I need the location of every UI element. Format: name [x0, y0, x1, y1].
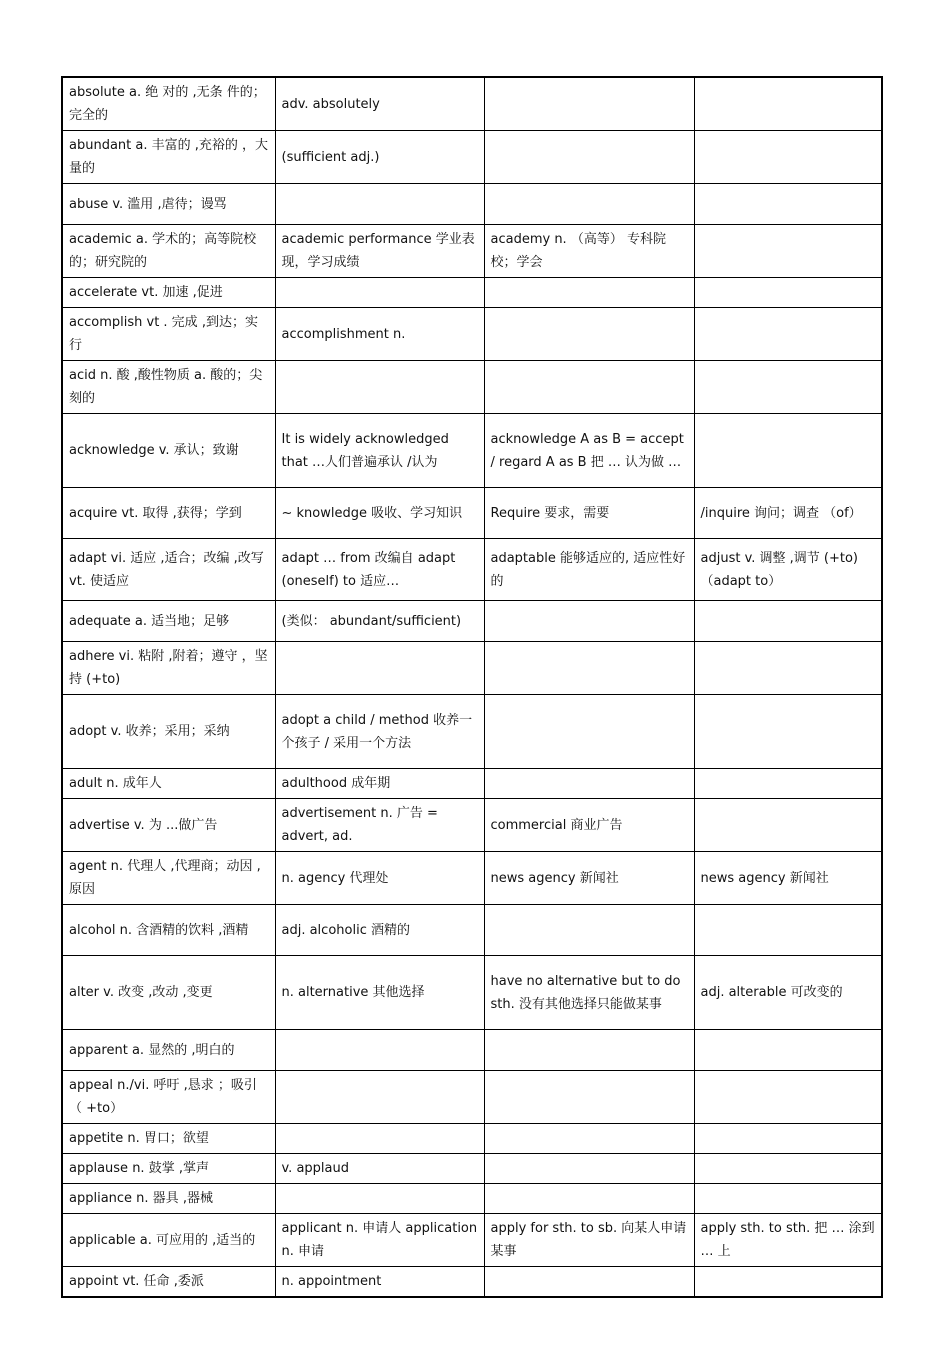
derivative-cell	[275, 1071, 484, 1124]
related-word-cell	[694, 695, 882, 769]
derivative-cell: n. appointment	[275, 1267, 484, 1298]
derivative-cell	[275, 278, 484, 308]
derivative-cell: accomplishment n.	[275, 308, 484, 361]
related-word-cell	[694, 642, 882, 695]
derivative-cell: n. alternative 其他选择	[275, 956, 484, 1030]
table-row	[62, 488, 882, 539]
table-row	[62, 601, 882, 642]
related-word-cell	[694, 131, 882, 184]
related-word-cell	[694, 278, 882, 308]
headword-cell: appetite n. 胃口；欲望	[62, 1124, 275, 1154]
phrase-cell	[484, 695, 694, 769]
headword-cell: academic a. 学术的；高等院校的；研究院的	[62, 225, 275, 278]
table-row	[62, 278, 882, 308]
phrase-cell	[484, 1030, 694, 1071]
derivative-cell	[275, 1124, 484, 1154]
related-word-cell: apply sth. to sth. 把 … 涂到 … 上	[694, 1214, 882, 1267]
derivative-cell: adv. absolutely	[275, 77, 484, 131]
derivative-cell: (类似： abundant/sufficient)	[275, 601, 484, 642]
headword-cell: abundant a. 丰富的 ,充裕的 ，大量的	[62, 131, 275, 184]
table-row	[62, 852, 882, 905]
related-word-cell: adjust v. 调整 ,调节 (+to) （adapt to）	[694, 539, 882, 601]
related-word-cell	[694, 1154, 882, 1184]
related-word-cell: adj. alterable 可改变的	[694, 956, 882, 1030]
headword-cell: agent n. 代理人 ,代理商；动因 ,原因	[62, 852, 275, 905]
table-row	[62, 956, 882, 1030]
table-row	[62, 539, 882, 601]
related-word-cell	[694, 769, 882, 799]
related-word-cell	[694, 77, 882, 131]
table-row	[62, 695, 882, 769]
headword-cell: appoint vt. 任命 ,委派	[62, 1267, 275, 1298]
headword-cell: appeal n./vi. 呼吁 ,恳求 ；吸引（ +to）	[62, 1071, 275, 1124]
derivative-cell: adulthood 成年期	[275, 769, 484, 799]
phrase-cell	[484, 361, 694, 414]
phrase-cell	[484, 131, 694, 184]
table-row	[62, 308, 882, 361]
phrase-cell: Require 要求，需要	[484, 488, 694, 539]
table-row	[62, 769, 882, 799]
related-word-cell	[694, 225, 882, 278]
related-word-cell	[694, 1267, 882, 1298]
table-row	[62, 131, 882, 184]
vocabulary-table-body	[62, 77, 882, 1297]
headword-cell: absolute a. 绝 对的 ,无条 件的；完全的	[62, 77, 275, 131]
related-word-cell	[694, 905, 882, 956]
phrase-cell	[484, 1071, 694, 1124]
phrase-cell: academy n. （高等） 专科院校；学会	[484, 225, 694, 278]
phrase-cell	[484, 905, 694, 956]
derivative-cell	[275, 184, 484, 225]
headword-cell: adequate a. 适当地；足够	[62, 601, 275, 642]
table-row	[62, 361, 882, 414]
headword-cell: acquire vt. 取得 ,获得；学到	[62, 488, 275, 539]
phrase-cell	[484, 77, 694, 131]
derivative-cell: v. applaud	[275, 1154, 484, 1184]
phrase-cell: commercial 商业广告	[484, 799, 694, 852]
phrase-cell	[484, 278, 694, 308]
headword-cell: applicable a. 可应用的 ,适当的	[62, 1214, 275, 1267]
related-word-cell: /inquire 询问；调查 （of）	[694, 488, 882, 539]
table-row	[62, 1124, 882, 1154]
phrase-cell	[484, 308, 694, 361]
phrase-cell	[484, 1267, 694, 1298]
headword-cell: apparent a. 显然的 ,明白的	[62, 1030, 275, 1071]
phrase-cell: have no alternative but to do sth. 没有其他选择只能做某事	[484, 956, 694, 1030]
table-row	[62, 799, 882, 852]
table-row	[62, 1154, 882, 1184]
phrase-cell	[484, 601, 694, 642]
headword-cell: adhere vi. 粘附 ,附着；遵守 ，坚持 (+to)	[62, 642, 275, 695]
derivative-cell: (sufficient adj.)	[275, 131, 484, 184]
derivative-cell: It is widely acknowledged that …人们普遍承认 /认为	[275, 414, 484, 488]
related-word-cell	[694, 601, 882, 642]
headword-cell: advertise v. 为 ...做广告	[62, 799, 275, 852]
headword-cell: alcohol n. 含酒精的饮料 ,酒精	[62, 905, 275, 956]
headword-cell: acid n. 酸 ,酸性物质 a. 酸的；尖刻的	[62, 361, 275, 414]
related-word-cell	[694, 1030, 882, 1071]
phrase-cell	[484, 1124, 694, 1154]
phrase-cell: acknowledge A as B = accept / regard A as B 把 … 认为做 …	[484, 414, 694, 488]
table-row	[62, 1214, 882, 1267]
headword-cell: adapt vi. 适应 ,适合；改编 ,改写 vt. 使适应	[62, 539, 275, 601]
derivative-cell: adapt … from 改编自 adapt (oneself) to 适应…	[275, 539, 484, 601]
table-row	[62, 414, 882, 488]
derivative-cell: adj. alcoholic 酒精的	[275, 905, 484, 956]
table-row	[62, 225, 882, 278]
derivative-cell: n. agency 代理处	[275, 852, 484, 905]
headword-cell: abuse v. 滥用 ,虐待；谩骂	[62, 184, 275, 225]
phrase-cell	[484, 1184, 694, 1214]
phrase-cell: news agency 新闻社	[484, 852, 694, 905]
headword-cell: applause n. 鼓掌 ,掌声	[62, 1154, 275, 1184]
table-row	[62, 642, 882, 695]
related-word-cell	[694, 799, 882, 852]
derivative-cell: advertisement n. 广告 = advert, ad.	[275, 799, 484, 852]
headword-cell: adopt v. 收养；采用；采纳	[62, 695, 275, 769]
derivative-cell	[275, 1184, 484, 1214]
derivative-cell	[275, 642, 484, 695]
vocabulary-table	[61, 76, 883, 1298]
phrase-cell: apply for sth. to sb. 向某人申请某事	[484, 1214, 694, 1267]
headword-cell: acknowledge v. 承认；致谢	[62, 414, 275, 488]
derivative-cell: applicant n. 申请人 application n. 申请	[275, 1214, 484, 1267]
table-row	[62, 1267, 882, 1298]
related-word-cell	[694, 1124, 882, 1154]
phrase-cell	[484, 642, 694, 695]
derivative-cell: ~ knowledge 吸收、学习知识	[275, 488, 484, 539]
phrase-cell	[484, 184, 694, 225]
related-word-cell	[694, 184, 882, 225]
derivative-cell: academic performance 学业表现，学习成绩	[275, 225, 484, 278]
headword-cell: alter v. 改变 ,改动 ,变更	[62, 956, 275, 1030]
headword-cell: adult n. 成年人	[62, 769, 275, 799]
related-word-cell	[694, 414, 882, 488]
headword-cell: accelerate vt. 加速 ,促进	[62, 278, 275, 308]
table-row	[62, 1030, 882, 1071]
phrase-cell	[484, 1154, 694, 1184]
related-word-cell	[694, 1071, 882, 1124]
related-word-cell	[694, 1184, 882, 1214]
headword-cell: accomplish vt . 完成 ,到达；实行	[62, 308, 275, 361]
table-row	[62, 905, 882, 956]
headword-cell: appliance n. 器具 ,器械	[62, 1184, 275, 1214]
derivative-cell	[275, 1030, 484, 1071]
related-word-cell	[694, 361, 882, 414]
related-word-cell: news agency 新闻社	[694, 852, 882, 905]
derivative-cell	[275, 361, 484, 414]
table-row	[62, 1071, 882, 1124]
phrase-cell: adaptable 能够适应的, 适应性好的	[484, 539, 694, 601]
related-word-cell	[694, 308, 882, 361]
table-row	[62, 77, 882, 131]
table-row	[62, 1184, 882, 1214]
phrase-cell	[484, 769, 694, 799]
derivative-cell: adopt a child / method 收养一个孩子 / 采用一个方法	[275, 695, 484, 769]
table-row	[62, 184, 882, 225]
